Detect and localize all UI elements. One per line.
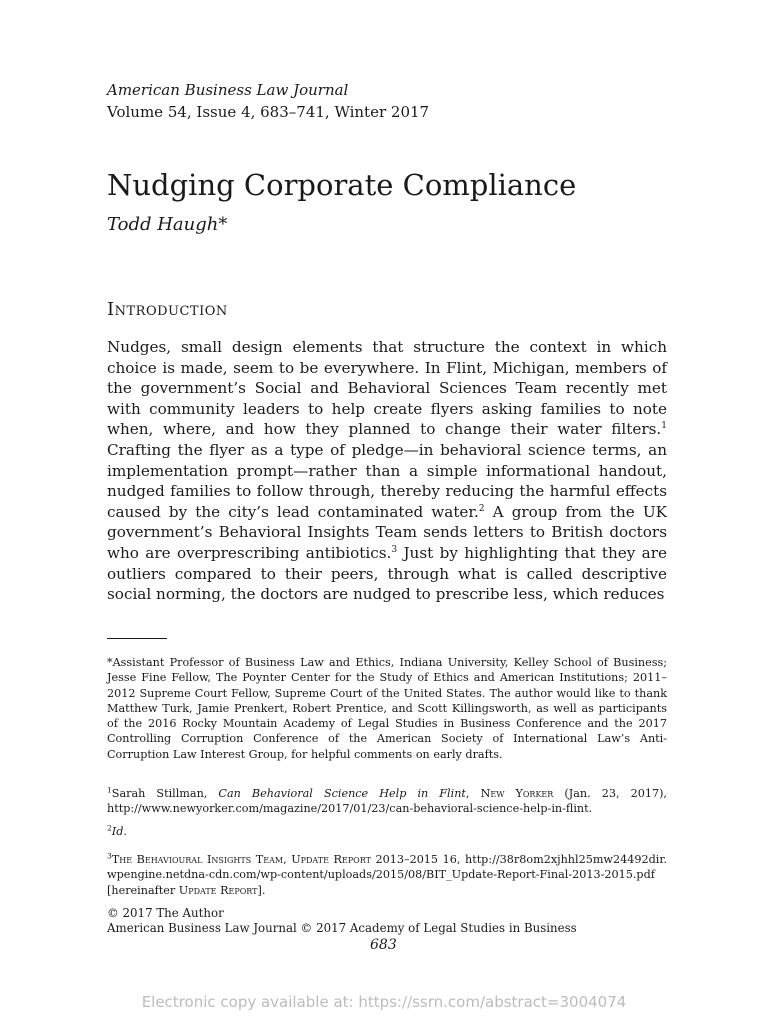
journal-name: American Business Law Journal (107, 81, 349, 99)
volume-info: Volume 54, Issue 4, 683–741, Winter 2017 (107, 103, 430, 121)
footnote-3-source: The Behavioural Insights Team, Update Report (111, 853, 371, 866)
footnote-ref-1: 1 (661, 421, 667, 432)
section-heading: Introduction (107, 299, 228, 320)
body-text-3: A group from the UK government’s Behavioral Insights Team sends letters to British doctors who are overprescribing antibiotics. (107, 502, 668, 562)
footnote-1-author: Sarah Stillman, (111, 787, 219, 800)
footnote-1 (107, 786, 667, 817)
article-title: Nudging Corporate Compliance (107, 168, 577, 202)
footnote-author: *Assistant Professor of Business Law and Ethics, Indiana University, Kelley School of Business; Jesse Fine Fellow, The Poynter Center for the Study of Ethics and American Institutions; 2011–2012 Supreme Court Fellow, Supreme Court of the United States. The author would like to thank Matthew Turk, Jamie Prenkert, Robert Prentice, and Scott Killingsworth, as well as participants of the 2016 Rocky Mountain Academy of Legal Studies in Business Conference and the 2017 Controlling Corruption Conference of the American Society of International Law’s Anti-Corruption Law Interest Group, for helpful comments on early drafts. (107, 656, 667, 761)
article-author: Todd Haugh* (107, 214, 228, 235)
footnote-3-url: 2013–2015 16, http://38r8om2xjhhl25mw24492dir.wpengine.netdna-cdn.com/wp-content/uploads/2015/08/BIT_Update-Report-Final-2013-2015.pdf [hereinafter (107, 853, 668, 897)
footnote-1-sep: , (465, 787, 481, 800)
footnote-1-article-title: Can Behavioral Science Help in Flint (218, 787, 466, 800)
footnote-3-end: ]. (257, 883, 266, 897)
footnote-2-number: 2 (107, 823, 112, 833)
footnote-3 (107, 852, 667, 898)
author-copyright: © 2017 The Author (107, 906, 224, 920)
footnote-1-rest: (Jan. 23, 2017), http://www.newyorker.com/magazine/2017/01/23/can-behavioral-science-help-in-flint. (107, 787, 667, 816)
body-text-1: Nudges, small design elements that structure the context in which choice is made, seem to be everywhere. In Flint, Michigan, members of the government’s Social and Behavioral Sciences Team recently met with community leaders to help create flyers asking families to note when, where, and how they planned to change their water filters. (107, 338, 667, 439)
footnote-ref-3: 3 (391, 544, 398, 555)
footnote-3-number: 3 (107, 851, 112, 861)
footnote-1-number: 1 (107, 785, 112, 795)
footnote-ref-2: 2 (478, 503, 485, 514)
journal-copyright: American Business Law Journal © 2017 Academy of Legal Studies in Business (107, 921, 577, 935)
footnote-1-publication: New Yorker (480, 787, 554, 800)
body-paragraph (107, 337, 667, 605)
ssrn-notice: Electronic copy available at: https://ssrn.com/abstract=3004074 (141, 993, 627, 1011)
page-number: 683 (370, 937, 397, 953)
footnote-divider (107, 638, 167, 639)
footnote-2 (107, 824, 667, 839)
footnote-2-text: Id. (111, 825, 127, 838)
body-text-2: Crafting the flyer as a type of pledge—in behavioral science terms, an implementation prompt—rather than a simple informational handout, nudged families to follow through, thereby reducing the harmful effects caused by the city’s lead contaminated water. (107, 440, 667, 521)
footnote-3-short-form: Update Report (178, 883, 258, 897)
body-text-4: Just by highlighting that they are outliers compared to their peers, through what is called descriptive social norming, the doctors are nudged to prescribe less, which reduces (107, 543, 667, 604)
